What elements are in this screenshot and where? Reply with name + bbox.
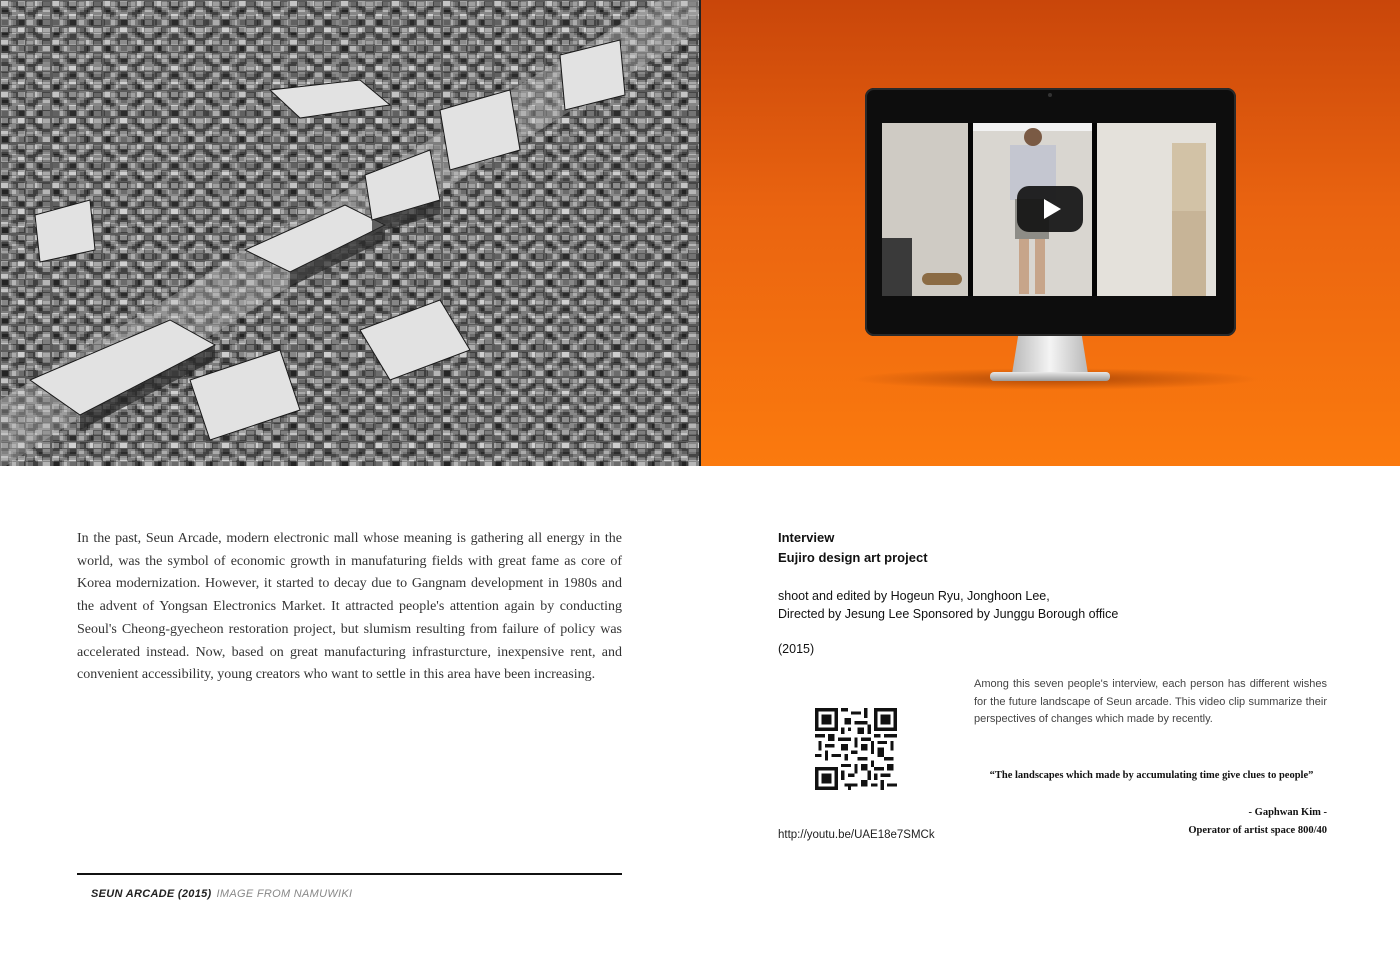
video-year: (2015) (778, 642, 815, 656)
qr-code-icon[interactable] (815, 708, 897, 790)
video-heading: Interview (778, 530, 835, 545)
monitor (865, 88, 1236, 336)
caption-source: IMAGE FROM NAMUWIKI (216, 888, 353, 900)
video-description: Among this seven people's interview, each person has different wishes for the future landscape of Seun arcade. This video clip summarize their perspectives of changes which made by recently. (974, 678, 1327, 725)
monitor-base (990, 372, 1110, 381)
quote-author-role: Operator of artist space 800/40 (1188, 825, 1327, 836)
play-button[interactable] (1017, 186, 1083, 232)
video-url-link[interactable]: http://youtu.be/UAE18e7SMCk (778, 829, 935, 841)
monitor-stand (1012, 336, 1088, 374)
credits-line-2: Directed by Jesung Lee Sponsored by Junggu Borough office (778, 607, 1119, 621)
photo-caption (91, 888, 352, 900)
caption-title: SEUN ARCADE (2015) (91, 888, 212, 900)
quote-author: - Gaphwan Kim - (1248, 807, 1327, 818)
quote-text: “The landscapes which made by accumulating time give clues to people” (989, 770, 1314, 781)
caption-divider (77, 873, 622, 875)
aerial-city-photo (0, 0, 701, 466)
play-icon (1044, 199, 1061, 219)
camera-dot (1048, 93, 1052, 97)
video-panel (701, 0, 1400, 466)
city-illustration (0, 0, 699, 466)
video-screen[interactable] (882, 123, 1216, 296)
credits-line-1: shoot and edited by Hogeun Ryu, Jonghoon Lee, (778, 589, 1050, 603)
body-paragraph: In the past, Seun Arcade, modern electronic mall whose meaning is gathering all energy in the world, was the symbol of economic growth in manufaturing fields with great fame as core of Korea modernization. However, it started to decay due to Gangnam development in 1980s and the advent of Yongsan Electronics Market. It attracted people's attention again by conducting Seoul's Cheong-gyecheon restoration project, but slumism resulting from failure of policy was accelerated instead. Now, based on great manufacturing infrasturcture, inexpensive rent, and convenient accessibility, young creators who want to settle in this area have been increasing. (77, 531, 622, 683)
project-title: Eujiro design art project (778, 550, 928, 565)
